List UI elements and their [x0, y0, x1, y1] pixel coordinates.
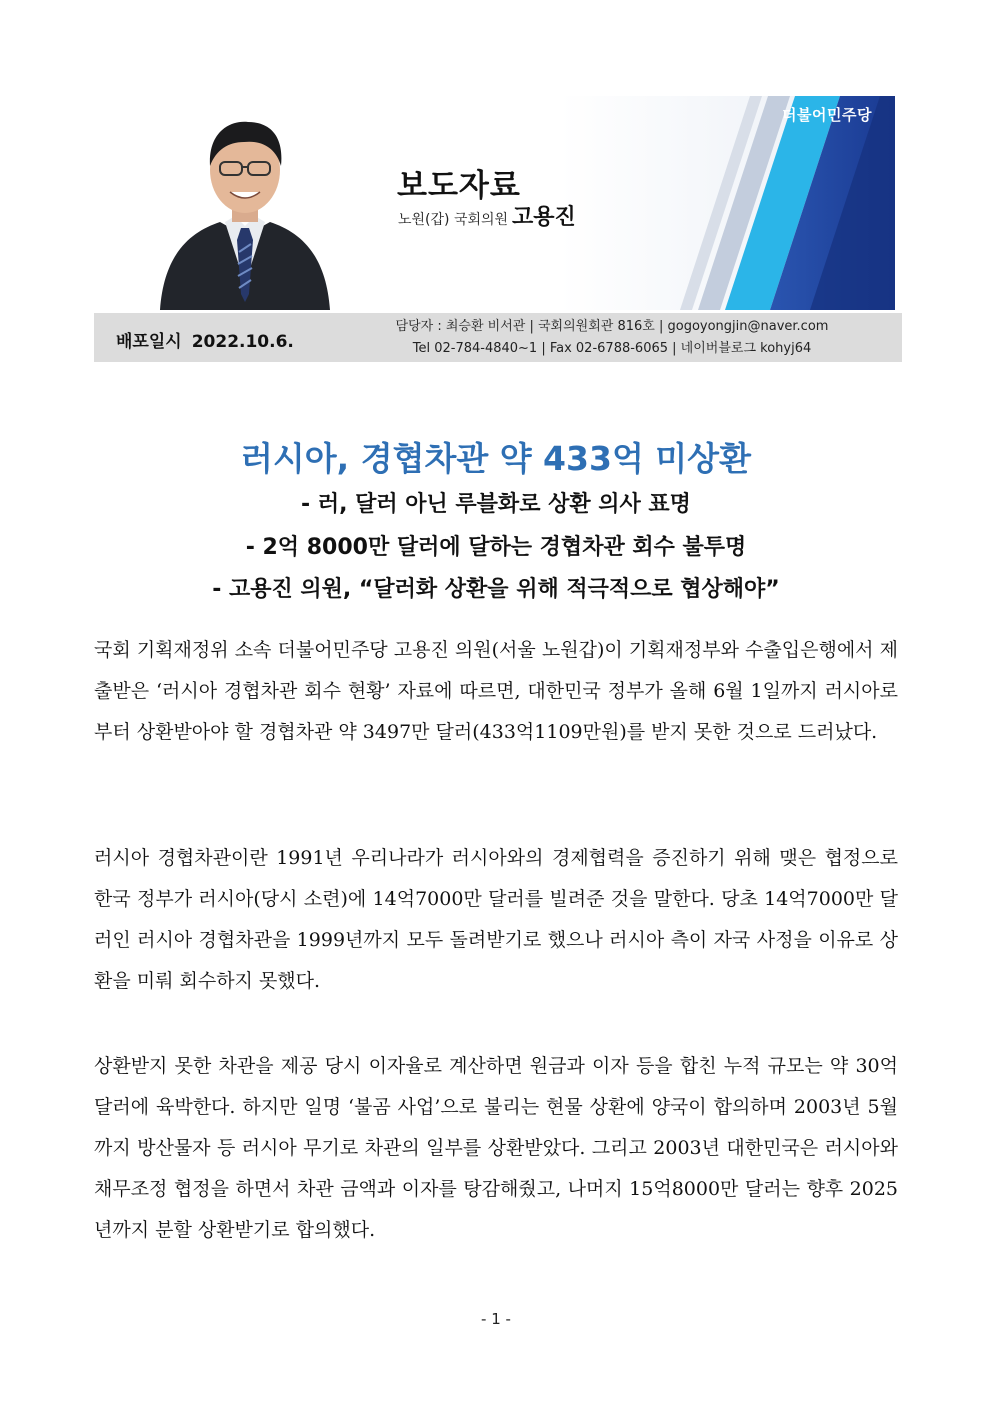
info-bar: [94, 313, 902, 362]
sub-headline-2: - 2억 8000만 달러에 달하는 경협차관 회수 불투명: [245, 535, 747, 560]
member-district: 노원(갑) 국회의원: [398, 212, 509, 228]
contact-line-1: 담당자 : 최승환 비서관 | 국회의원회관 816호 | gogoyongjin@naver.com: [395, 319, 829, 334]
release-date: [116, 327, 294, 352]
contact-info: [334, 316, 890, 360]
member-name: 고용진: [512, 205, 576, 230]
sub-headline-1: - 러, 달러 아닌 루블화로 상환 의사 표명: [301, 492, 691, 517]
main-headline: 러시아, 경협차관 약 433억 미상환: [241, 439, 751, 478]
release-title: 보도자료: [397, 168, 521, 204]
release-date-label: 배포일시: [116, 332, 182, 352]
contact-line-2: Tel 02-784-4840~1 | Fax 02-6788-6065 | 네이버블로그 kohyj64: [412, 341, 812, 356]
page-number: - 1 -: [481, 1310, 511, 1328]
member-credit: [398, 200, 576, 231]
release-date-value: 2022.10.6.: [191, 332, 294, 352]
body-paragraph: 러시아 경협차관이란 1991년 우리나라가 러시아와의 경제협력을 증진하기 위해 맺은 협정으로 한국 정부가 러시아(당시 소련)에 14억7000만 달러를 빌려준 것을 말한다. 당초 14억7000만 달러인 러시아 경협차관을 1999년까지 모두 돌려받기로 했으나 러시아 측이 자국 사정을 이유로 상환을 미뤄 회수하지 못했다.: [94, 847, 898, 992]
sub-headline-3: - 고용진 의원, “달러화 상환을 위해 적극적으로 협상해야”: [212, 577, 780, 602]
body-paragraph: 국회 기획재정위 소속 더불어민주당 고용진 의원(서울 노원갑)이 기획재정부와 수출입은행에서 제출받은 ‘러시아 경협차관 회수 현황’ 자료에 따르면, 대한민국 정부가 올해 6월 1일까지 러시아로부터 상환받아야 할 경협차관 약 3497만 달러(433억1109만원)를 받지 못한 것으로 드러났다.: [94, 639, 898, 743]
member-portrait: [150, 104, 340, 310]
body-paragraph: 상환받지 못한 차관을 제공 당시 이자율로 계산하면 원금과 이자 등을 합친 누적 규모는 약 30억 달러에 육박한다. 하지만 일명 ‘불곰 사업’으로 불리는 현물 상환에 양국이 합의하며 2003년 5월까지 방산물자 등 러시아 무기로 차관의 일부를 상환받았다. 그리고 2003년 대한민국은 러시아와 채무조정 협정을 하면서 차관 금액과 이자를 탕감해줬고, 나머지 15억8000만 달러는 향후 2025년까지 분할 상환받기로 합의했다.: [94, 1055, 898, 1241]
party-logo: 더불어민주당: [782, 106, 872, 124]
